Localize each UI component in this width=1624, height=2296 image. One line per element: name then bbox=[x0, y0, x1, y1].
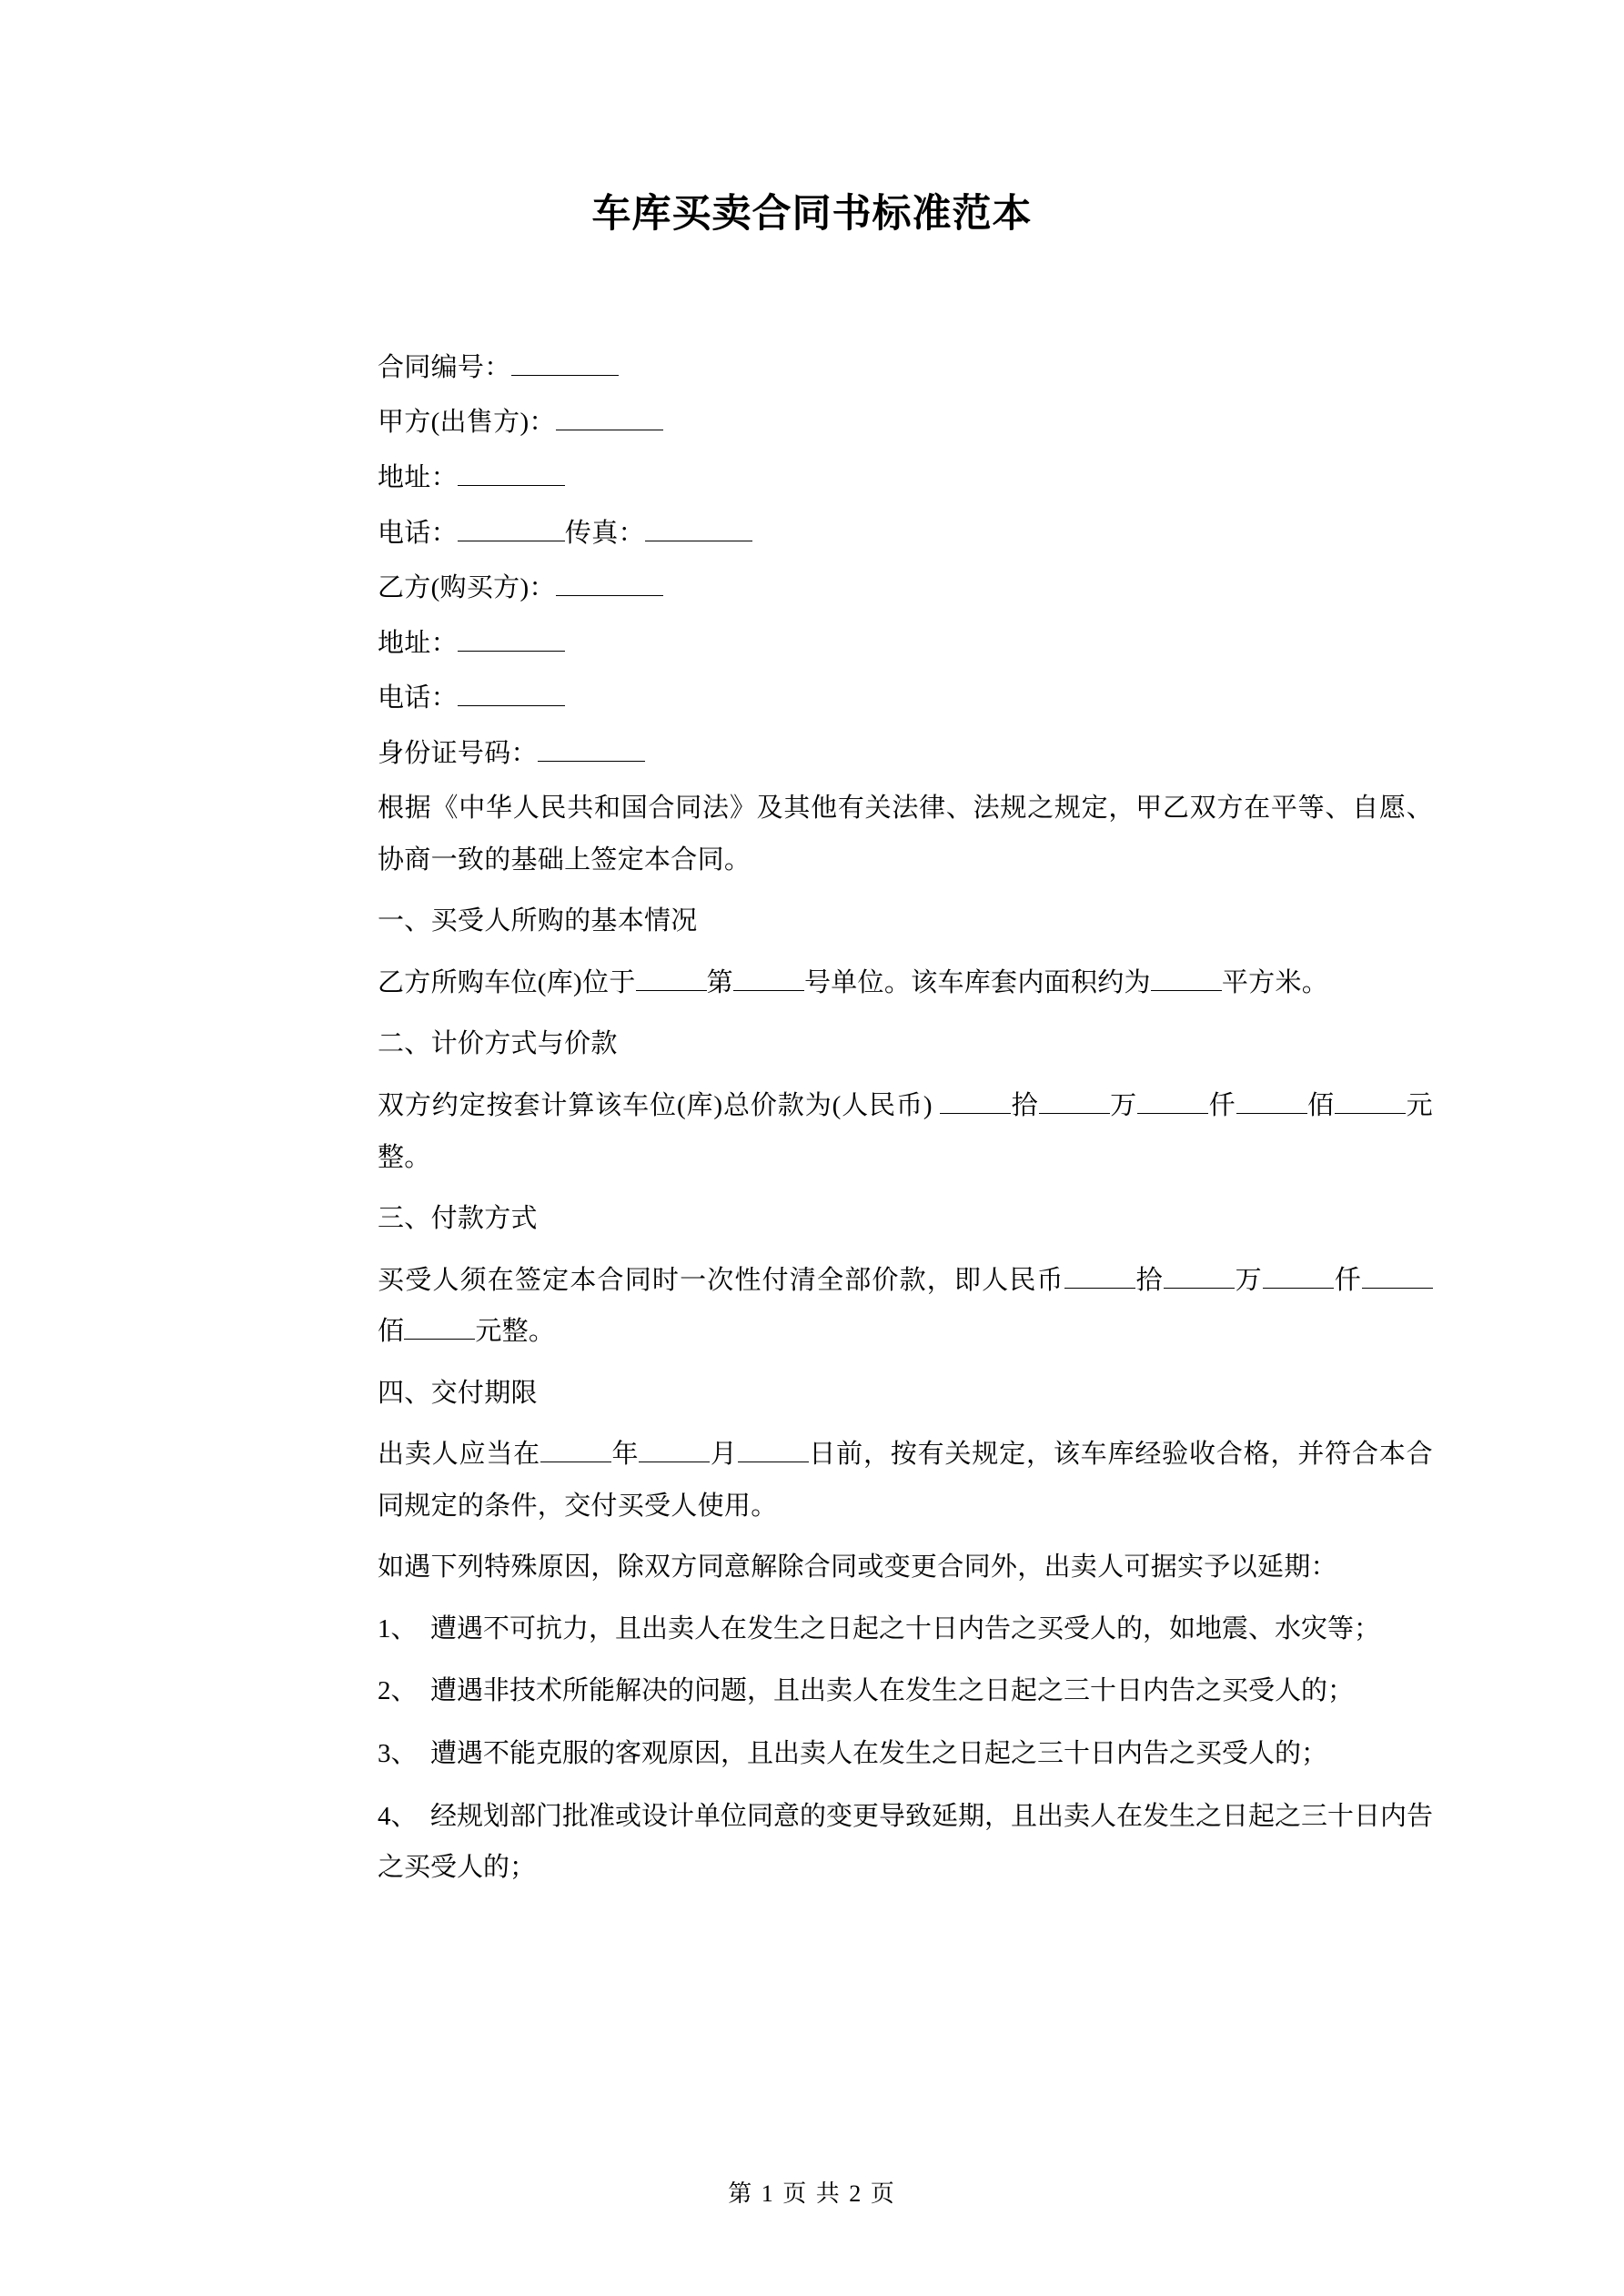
field-label: 电话： bbox=[378, 683, 458, 713]
heading-payment-method: 三、付款方式 bbox=[378, 1204, 538, 1234]
text-fragment: 双方约定按套计算该车位(库)总价款为(人民币) bbox=[378, 1091, 933, 1120]
blank-line bbox=[1263, 1288, 1334, 1289]
text-fragment: 平方米。 bbox=[1221, 967, 1329, 997]
text-fragment: 出卖人应当在 bbox=[378, 1440, 541, 1470]
blank-line bbox=[1236, 1113, 1307, 1114]
text-fragment: 佰 bbox=[378, 1317, 405, 1347]
text-fragment: 乙方所购车位(库)位于 bbox=[378, 967, 636, 997]
document-body bbox=[191, 342, 1433, 1894]
paragraph-delay-intro: 如遇下列特殊原因，除双方同意解除合同或变更合同外，出卖人可据实予以延期： bbox=[378, 1553, 1337, 1583]
paragraph-legal-basis: 根据《中华人民共和国合同法》及其他有关法律、法规之规定，甲乙双方在平等、自愿、协商一致的基础上签定本合同。 bbox=[378, 794, 1433, 875]
text-fragment: 元整。 bbox=[475, 1317, 556, 1347]
text-fragment: 拾 bbox=[1011, 1091, 1039, 1120]
blank-line bbox=[458, 705, 565, 706]
field-party-b-id bbox=[378, 728, 1433, 780]
page-title: 车库买卖合同书标准范本 bbox=[591, 192, 1033, 236]
field-label: 地址： bbox=[378, 462, 458, 492]
blank-line bbox=[538, 761, 645, 762]
field-label: 甲方(出售方)： bbox=[378, 408, 556, 438]
list-text: 遭遇不可抗力，且出卖人在发生之日起之十日内告之买受人的，如地震、水灾等； bbox=[430, 1613, 1381, 1644]
blank-line bbox=[458, 651, 565, 652]
field-label: 地址： bbox=[378, 628, 458, 658]
blank-line bbox=[636, 990, 707, 991]
text-fragment: 仟 bbox=[1333, 1265, 1362, 1295]
text-fragment: 日前，按有关规定，该车库经验收合格，并符合本合同规定的条件，交付买受人使用。 bbox=[378, 1440, 1433, 1521]
blank-line bbox=[556, 595, 663, 596]
field-party-b bbox=[378, 562, 1433, 614]
field-label-fax: 传真： bbox=[564, 518, 645, 548]
blank-line bbox=[1137, 1113, 1208, 1114]
text-fragment: 拾 bbox=[1135, 1265, 1164, 1295]
paragraph-delivery bbox=[378, 1429, 1433, 1532]
field-party-a bbox=[378, 397, 1433, 449]
heading-delivery-term: 四、交付期限 bbox=[378, 1378, 538, 1408]
list-item bbox=[378, 1791, 1433, 1894]
blank-line bbox=[1164, 1288, 1235, 1289]
text-fragment: 万 bbox=[1234, 1265, 1263, 1295]
list-text: 遭遇非技术所能解决的问题，且出卖人在发生之日起之三十日内告之买受人的； bbox=[430, 1676, 1355, 1706]
heading-basic-info: 一、买受人所购的基本情况 bbox=[378, 906, 698, 936]
paragraph-payment bbox=[378, 1255, 1433, 1358]
blank-line bbox=[733, 990, 804, 991]
list-item bbox=[378, 1603, 1433, 1655]
text-fragment: 元整。 bbox=[378, 1091, 1433, 1172]
list-item bbox=[378, 1728, 1433, 1780]
text-fragment: 仟 bbox=[1208, 1091, 1236, 1120]
text-fragment: 号单位。该车库套内面积约为 bbox=[803, 967, 1151, 997]
list-index: 4、 bbox=[378, 1801, 418, 1831]
text-fragment: 买受人须在签定本合同时一次性付清全部价款，即人民币 bbox=[378, 1265, 1064, 1295]
blank-line bbox=[940, 1113, 1011, 1114]
blank-line bbox=[1151, 990, 1222, 991]
blank-line bbox=[1039, 1113, 1110, 1114]
list-index: 2、 bbox=[378, 1676, 418, 1706]
blank-line bbox=[1335, 1113, 1406, 1114]
field-party-b-address bbox=[378, 618, 1433, 670]
blank-line bbox=[404, 1339, 475, 1340]
field-label: 合同编号： bbox=[378, 352, 511, 382]
blank-line bbox=[1064, 1288, 1135, 1289]
field-party-b-phone bbox=[378, 673, 1433, 724]
text-fragment: 佰 bbox=[1306, 1091, 1336, 1120]
field-label: 身份证号码： bbox=[378, 738, 538, 768]
text-fragment: 年 bbox=[611, 1440, 640, 1470]
field-label: 电话： bbox=[378, 518, 458, 548]
list-text: 遭遇不能克服的客观原因，且出卖人在发生之日起之三十日内告之买受人的； bbox=[430, 1739, 1328, 1769]
paragraph-total-price bbox=[378, 1080, 1433, 1183]
field-party-a-phone-fax bbox=[378, 508, 1433, 560]
paragraph-unit-info bbox=[378, 957, 1433, 1009]
blank-line bbox=[1362, 1288, 1433, 1289]
blank-line bbox=[511, 375, 619, 376]
text-fragment: 月 bbox=[710, 1440, 738, 1470]
text-fragment: 第 bbox=[706, 967, 733, 997]
field-contract-number bbox=[378, 342, 1433, 394]
list-index: 3、 bbox=[378, 1739, 418, 1769]
field-party-a-address bbox=[378, 452, 1433, 504]
list-item bbox=[378, 1665, 1433, 1717]
page-footer: 第 1 页 共 2 页 bbox=[728, 2180, 896, 2207]
field-label: 乙方(购买方)： bbox=[378, 573, 556, 603]
heading-price-method: 二、计价方式与价款 bbox=[378, 1029, 618, 1059]
text-fragment: 万 bbox=[1109, 1091, 1138, 1120]
list-text: 经规划部门批准或设计单位同意的变更导致延期，且出卖人在发生之日起之三十日内告之买受人的； bbox=[378, 1801, 1434, 1883]
list-index: 1、 bbox=[378, 1613, 418, 1644]
blank-line bbox=[458, 485, 565, 486]
